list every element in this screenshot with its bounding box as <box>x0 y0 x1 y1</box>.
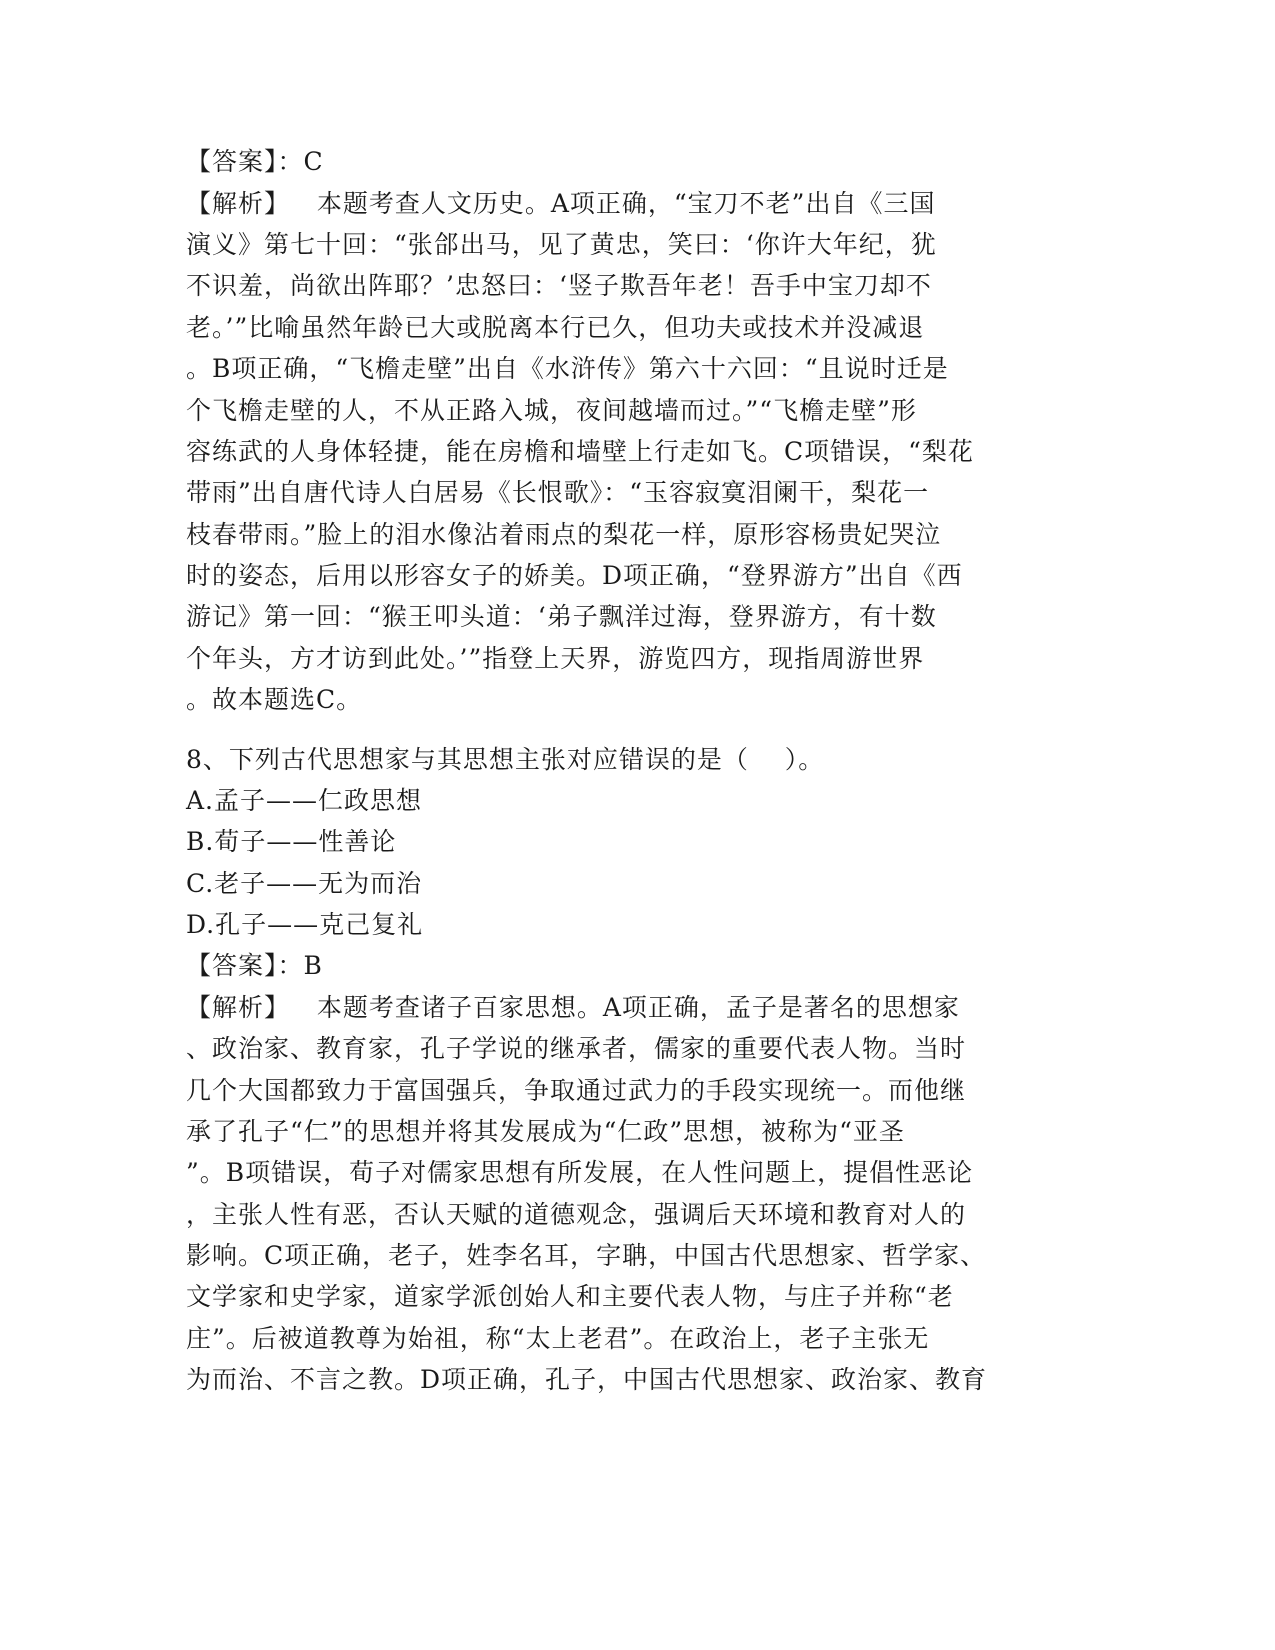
q7-analysis-line: 枝春带雨。”脸上的泪水像沾着雨点的梨花一样，原形容杨贵妃哭泣 <box>186 520 942 549</box>
q7-analysis-line: 。B项正确，“飞檐走壁”出自《水浒传》第六十六回：“且说时迁是 <box>186 354 949 383</box>
q7-analysis-line: 【解析】 本题考查人文历史。A项正确，“宝刀不老”出自《三国 <box>186 189 936 218</box>
q8-option-c: C.老子——无为而治 <box>186 869 423 898</box>
q8-question: 8、下列古代思想家与其思想主张对应错误的是（ ）。 <box>186 745 825 774</box>
q8-analysis-line: 【解析】 本题考查诸子百家思想。A项正确，孟子是著名的思想家 <box>186 993 960 1022</box>
q7-analysis-line: 时的姿态，后用以形容女子的娇美。D项正确，“登界游方”出自《西 <box>186 561 963 590</box>
q8-analysis-line: 影响。C项正确，老子，姓李名耳，字聃，中国古代思想家、哲学家、 <box>186 1241 987 1270</box>
q7-analysis-line: 个年头，方才访到此处。’”指登上天界，游览四方，现指周游世界 <box>186 644 925 673</box>
q8-option-b: B.荀子——性善论 <box>186 827 397 856</box>
q7-analysis-line: 容练武的人身体轻捷，能在房檐和墙壁上行走如飞。C项错误，“梨花 <box>186 437 974 466</box>
q7-analysis-line: 带雨”出自唐代诗人白居易《长恨歌》：“玉容寂寞泪阑干，梨花一 <box>186 478 930 507</box>
q7-analysis-line: 老。’”比喻虽然年龄已大或脱离本行已久，但功夫或技术并没减退 <box>186 313 925 342</box>
q7-analysis-line: 。故本题选C。 <box>186 685 363 714</box>
q7-analysis-line: 不识羞，尚欲出阵耶？’忠怒曰：‘竖子欺吾年老！吾手中宝刀却不 <box>186 271 932 300</box>
q8-analysis-line: 承了孔子“仁”的思想并将其发展成为“仁政”思想，被称为“亚圣 <box>186 1117 905 1146</box>
q8-option-d: D.孔子——克己复礼 <box>186 910 424 939</box>
q7-answer: 【答案】：C <box>186 147 324 176</box>
q8-analysis-line: ”。B项错误，荀子对儒家思想有所发展，在人性问题上，提倡性恶论 <box>186 1158 974 1187</box>
q7-analysis-line: 游记》第一回：“猴王叩头道：‘弟子飘洋过海，登界游方，有十数 <box>186 602 937 631</box>
q8-option-a: A.孟子——仁政思想 <box>186 786 423 815</box>
q7-analysis-line: 个飞檐走壁的人，不从正路入城，夜间越墙而过。”“飞檐走壁”形 <box>186 396 917 425</box>
q8-analysis-line: 、政治家、教育家，孔子学说的继承者，儒家的重要代表人物。当时 <box>186 1034 967 1063</box>
q8-analysis-line: 几个大国都致力于富国强兵，争取通过武力的手段实现统一。而他继 <box>186 1076 967 1105</box>
q8-analysis-line: 为而治、不言之教。D项正确，孔子，中国古代思想家、政治家、教育 <box>186 1365 988 1394</box>
q8-answer: 【答案】：B <box>186 951 323 980</box>
q8-analysis-line: ，主张人性有恶，否认天赋的道德观念，强调后天环境和教育对人的 <box>186 1200 967 1229</box>
q8-analysis-line: 文学家和史学家，道家学派创始人和主要代表人物，与庄子并称“老 <box>186 1282 954 1311</box>
q7-analysis-line: 演义》第七十回：“张郃出马，见了黄忠，笑曰：‘你许大年纪，犹 <box>186 230 937 259</box>
q8-analysis-line: 庄”。后被道教尊为始祖，称“太上老君”。在政治上，老子主张无 <box>186 1324 930 1353</box>
